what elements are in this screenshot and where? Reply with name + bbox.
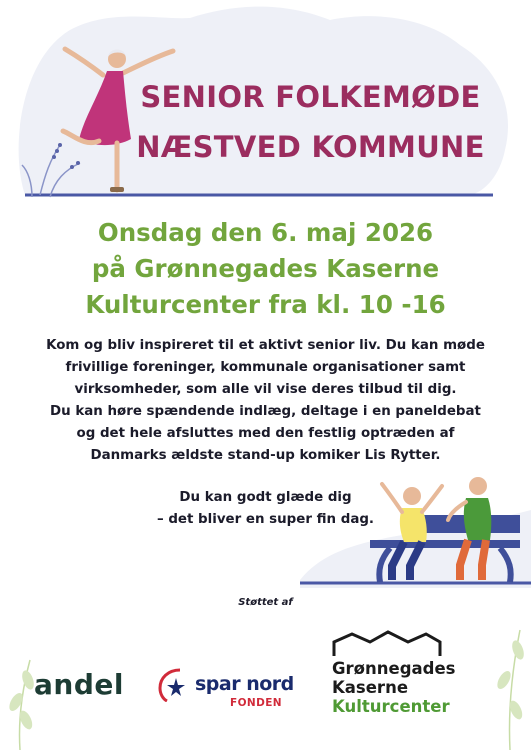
event-venue: på Grønnegades Kaserne	[91, 254, 440, 283]
gk-roof-icon	[332, 628, 442, 658]
title-line-2: NÆSTVED KOMMUNE	[136, 130, 485, 164]
closing-line-2: – det bliver en super fin dag.	[156, 512, 375, 527]
body-line-1: Kom og bliv inspireret til et aktivt senior liv. Du kan møde	[46, 338, 485, 353]
dancing-woman-illustration	[55, 35, 185, 195]
gk-logo-line-3: Kulturcenter	[332, 697, 450, 716]
gk-logo-line-1: Grønnegades	[332, 659, 456, 678]
body-line-2: frivillige foreninger, kommunale organisationer samt	[65, 360, 466, 375]
sparnord-fonden-text: FONDEN	[230, 697, 282, 709]
closing-line-1: Du kan godt glæde dig	[179, 490, 352, 505]
event-venue-time: Kulturcenter fra kl. 10 -16	[85, 290, 446, 319]
event-date: Onsdag den 6. maj 2026	[97, 218, 434, 247]
andel-logo: andel	[34, 668, 124, 701]
body-line-6: Danmarks ældste stand-up komiker Lis Rytter.	[90, 448, 441, 463]
bench-couple-illustration	[300, 470, 531, 588]
title-line-1: SENIOR FOLKEMØDE	[140, 80, 481, 114]
body-line-4: Du kan høre spændende indlæg, deltage i en paneldebat	[50, 404, 481, 419]
sparnord-star-icon	[158, 668, 190, 702]
sponsor-label: Støttet af	[238, 597, 293, 608]
body-line-3: virksomheder, som alle vil vise deres tilbud til dig.	[74, 382, 457, 397]
gk-logo-line-2: Kaserne	[332, 678, 409, 697]
sparnord-logo-text: spar nord	[195, 673, 294, 695]
body-line-5: og det hele afsluttes med den festlig optræden af	[76, 426, 455, 441]
leaf-decoration-right	[470, 610, 531, 750]
